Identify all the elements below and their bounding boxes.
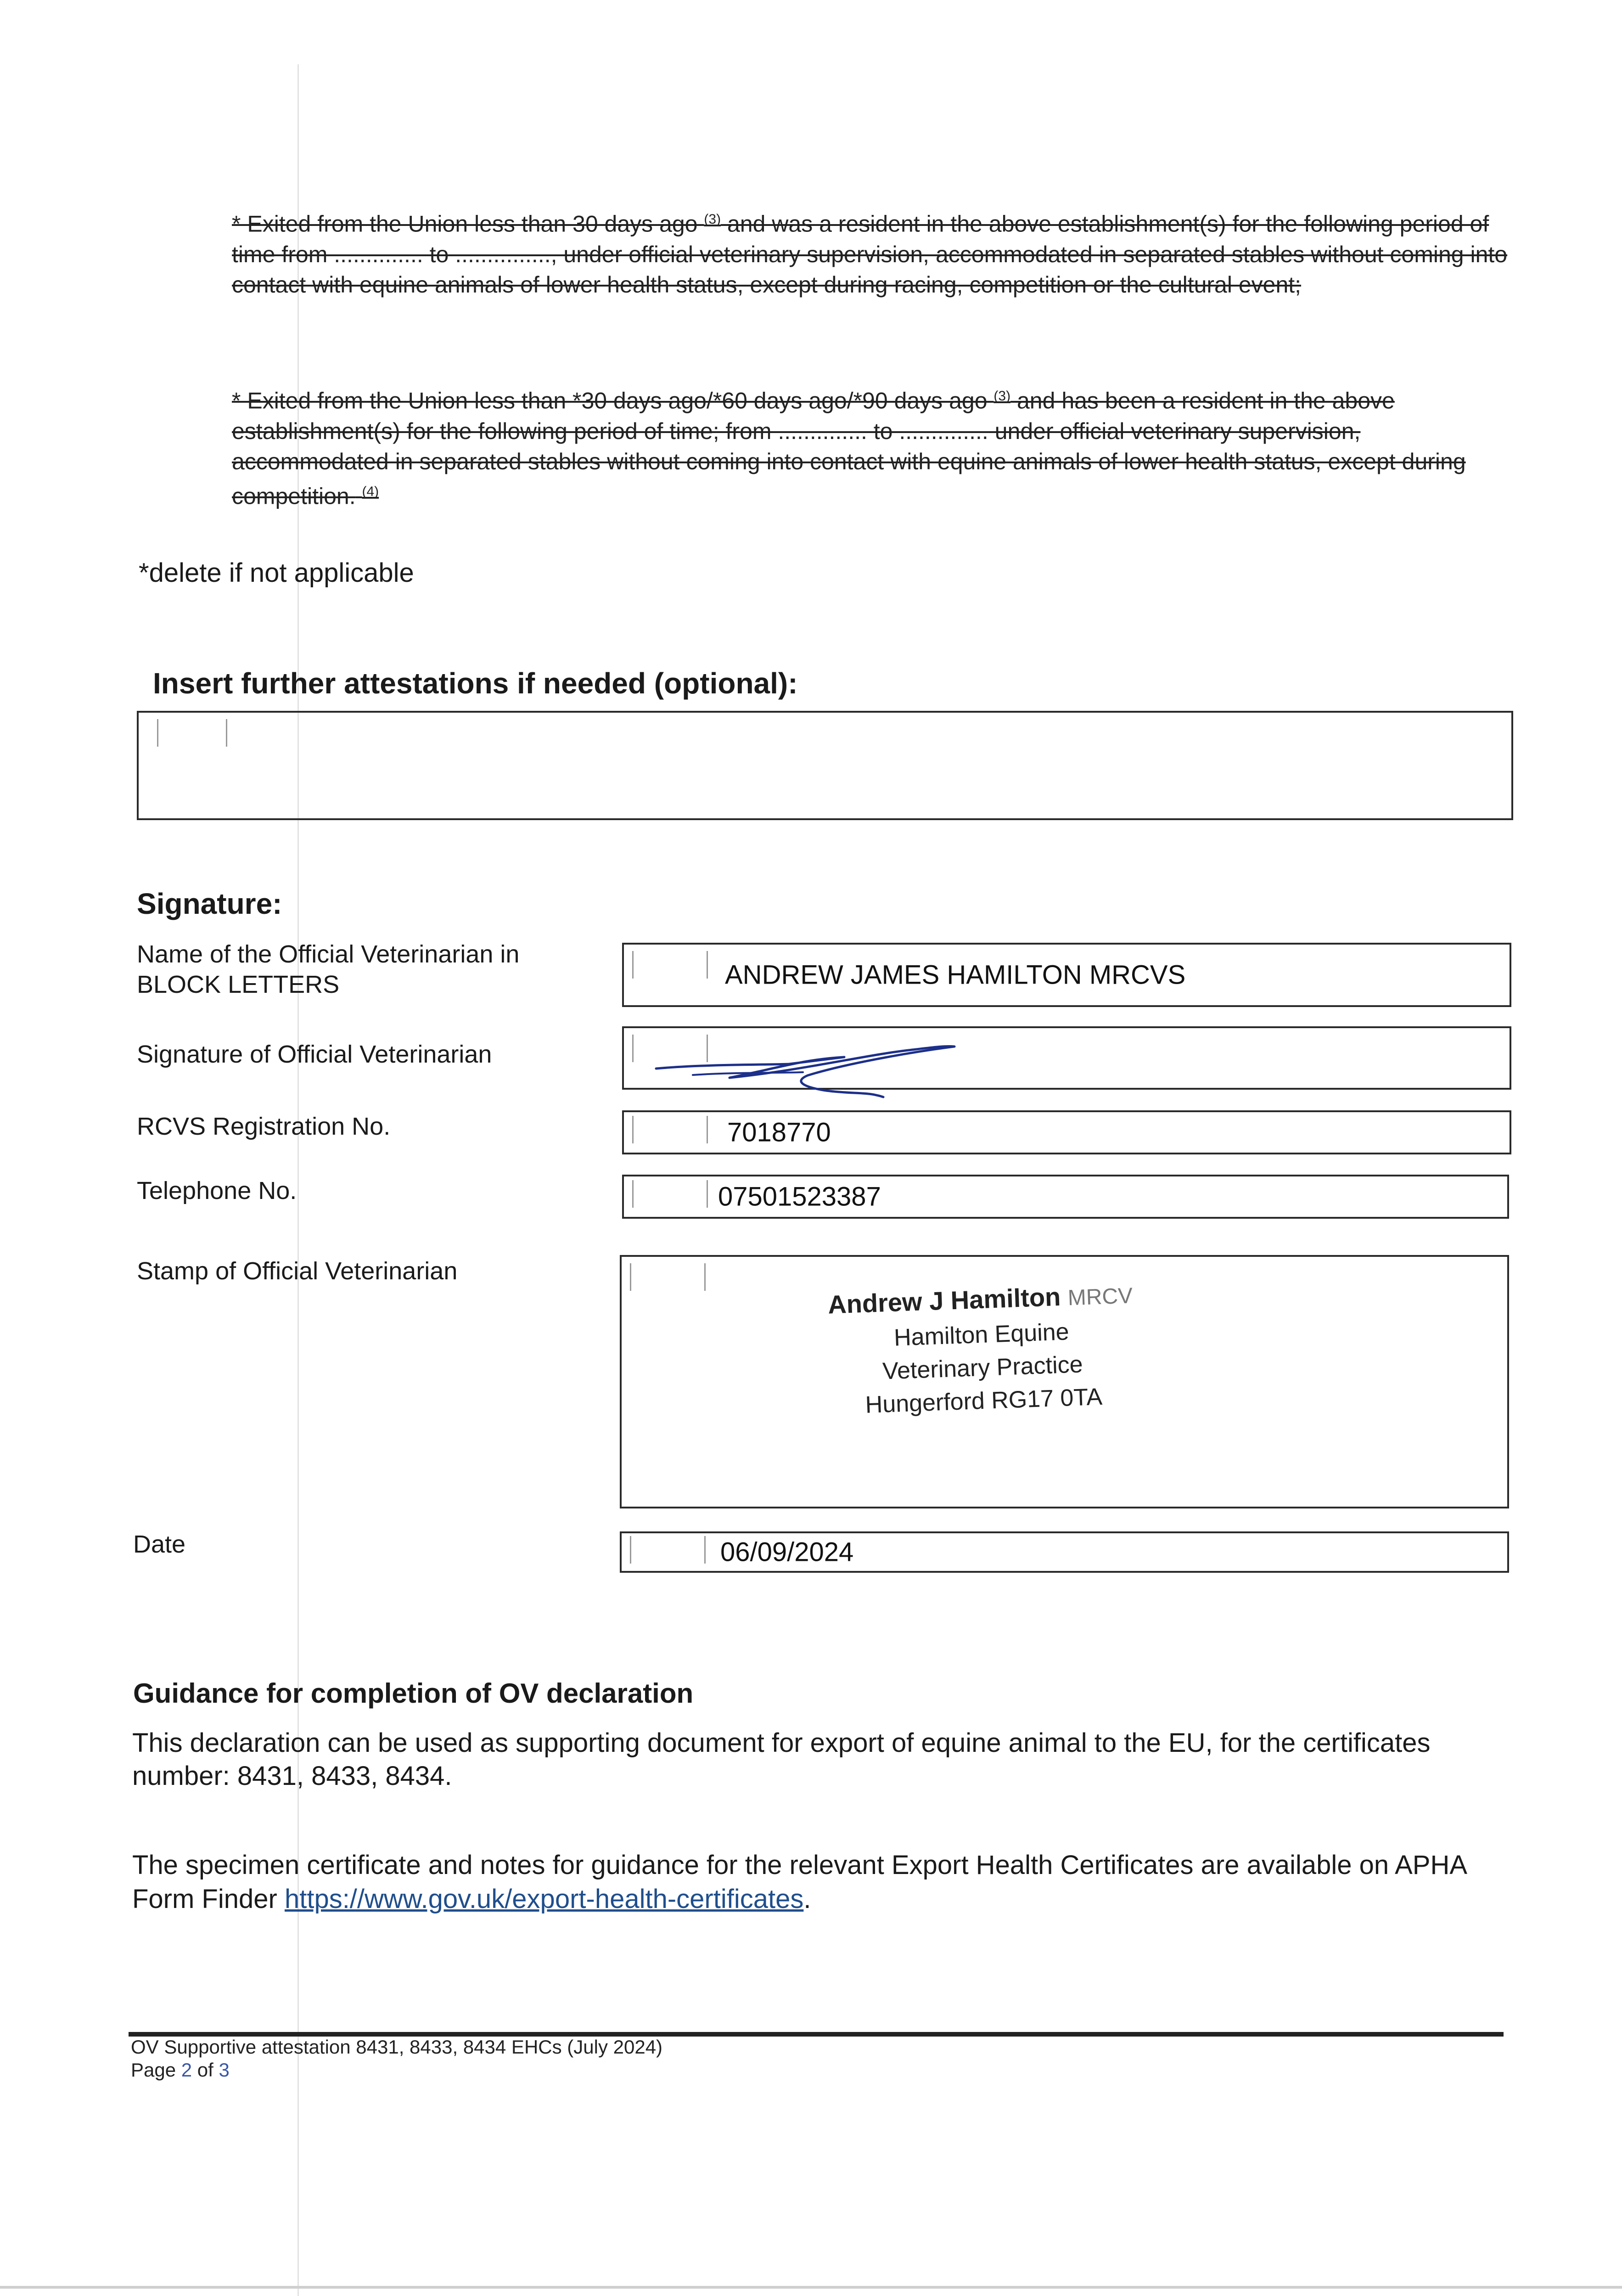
stamp-practice-line2: Veterinary Practice [882, 1351, 1083, 1385]
stamp-name-suffix: MRCV [1067, 1283, 1134, 1311]
name-field[interactable] [622, 943, 1511, 1007]
footer-page-of: of [197, 2059, 213, 2081]
stamp-label: Stamp of Official Veterinarian [137, 1257, 458, 1285]
further-attestations-heading: Insert further attestations if needed (optional): [153, 667, 798, 700]
signature-label: Signature of Official Veterinarian [137, 1041, 492, 1068]
field-tick [707, 1180, 708, 1208]
struck-paragraph-1 [232, 204, 1513, 300]
stamp-address-line: Hungerford RG17 0TA [864, 1383, 1103, 1418]
delete-note: *delete if not applicable [139, 558, 414, 588]
field-tick [704, 1536, 706, 1564]
signature-heading: Signature: [137, 887, 282, 920]
struck-paragraph-2 [232, 381, 1513, 511]
footer-page-word: Page [131, 2059, 176, 2081]
footnote-ref-3b: (3) [993, 388, 1011, 404]
footer-page-current: 2 [181, 2059, 192, 2081]
further-attestations-field[interactable] [137, 711, 1513, 820]
date-value: 06/09/2024 [720, 1537, 854, 1567]
footnote-ref-3: (3) [704, 212, 721, 227]
handwritten-signature [651, 1032, 1000, 1101]
field-tick [707, 951, 708, 979]
stamp-name: Andrew J Hamilton [827, 1282, 1061, 1319]
rcvs-field[interactable] [622, 1110, 1511, 1154]
export-health-certificates-link[interactable]: https://www.gov.uk/export-health-certificates [284, 1884, 804, 1914]
field-tick [704, 1263, 706, 1291]
footer-page-number [131, 2058, 230, 2082]
rcvs-value: 7018770 [727, 1117, 831, 1148]
field-tick [630, 1536, 631, 1564]
field-tick [630, 1263, 631, 1291]
footnote-ref-4: (4) [362, 484, 379, 499]
rcvs-label: RCVS Registration No. [137, 1113, 391, 1140]
telephone-value: 07501523387 [718, 1182, 881, 1212]
telephone-label: Telephone No. [137, 1177, 297, 1204]
struck-paragraph-2-lead: * Exited from the Union less than *30 days ago/*60 days ago/*90 days ago [232, 388, 988, 414]
field-tick [632, 1180, 634, 1208]
footer-title: OV Supportive attestation 8431, 8433, 8434 EHCs (July 2024) [131, 2036, 663, 2058]
date-label: Date [133, 1531, 186, 1558]
veterinarian-stamp [787, 1277, 1172, 1418]
guidance-heading: Guidance for completion of OV declaration [133, 1678, 694, 1709]
field-tick [157, 719, 158, 747]
field-tick [632, 1035, 634, 1062]
stamp-field [620, 1255, 1509, 1508]
scan-bottom-edge [0, 2286, 1622, 2289]
date-field[interactable] [620, 1531, 1509, 1573]
guidance-para-1: This declaration can be used as supporting document for export of equine animal to the EU, for the certificates number: 8431, 8433, 8434. [132, 1728, 1431, 1791]
struck-paragraph-1-lead: * Exited from the Union less than 30 days ago [232, 211, 698, 237]
name-value: ANDREW JAMES HAMILTON MRCVS [725, 960, 1186, 990]
guidance-para-2-text: The specimen certificate and notes for guidance for the relevant Export Health Certificates are available on APHA Form Finder [132, 1850, 1466, 1914]
signature-field[interactable] [622, 1026, 1511, 1090]
field-tick [226, 719, 227, 747]
footer-page-total: 3 [219, 2059, 230, 2081]
field-tick [632, 951, 634, 979]
struck-paragraph-2-body: and has been a resident in the above establishment(s) for the following period of time; from .............. to .............. under official veterinary supervision, accommodated in separated stables without coming into contact with equine animals of lower health status, except during competition. [232, 388, 1466, 509]
guidance-para-2-end: . [803, 1884, 811, 1914]
name-label: Name of the Official Veterinarian in BLOCK LETTERS [137, 940, 520, 998]
field-tick [632, 1116, 634, 1143]
struck-paragraph-1-body: and was a resident in the above establishment(s) for the following period of time from .............. to ..............., under official veterinary supervision, accommodated in separated stables without coming into contact with equine animals of lower health status, except during racing, competition or the cultural event; [232, 211, 1508, 298]
telephone-field[interactable] [622, 1175, 1509, 1219]
stamp-name-line [787, 1277, 1173, 1321]
stamp-practice-line: Hamilton Equine [893, 1318, 1070, 1351]
guidance-para-2 [132, 1848, 1514, 1916]
field-tick [707, 1116, 708, 1143]
